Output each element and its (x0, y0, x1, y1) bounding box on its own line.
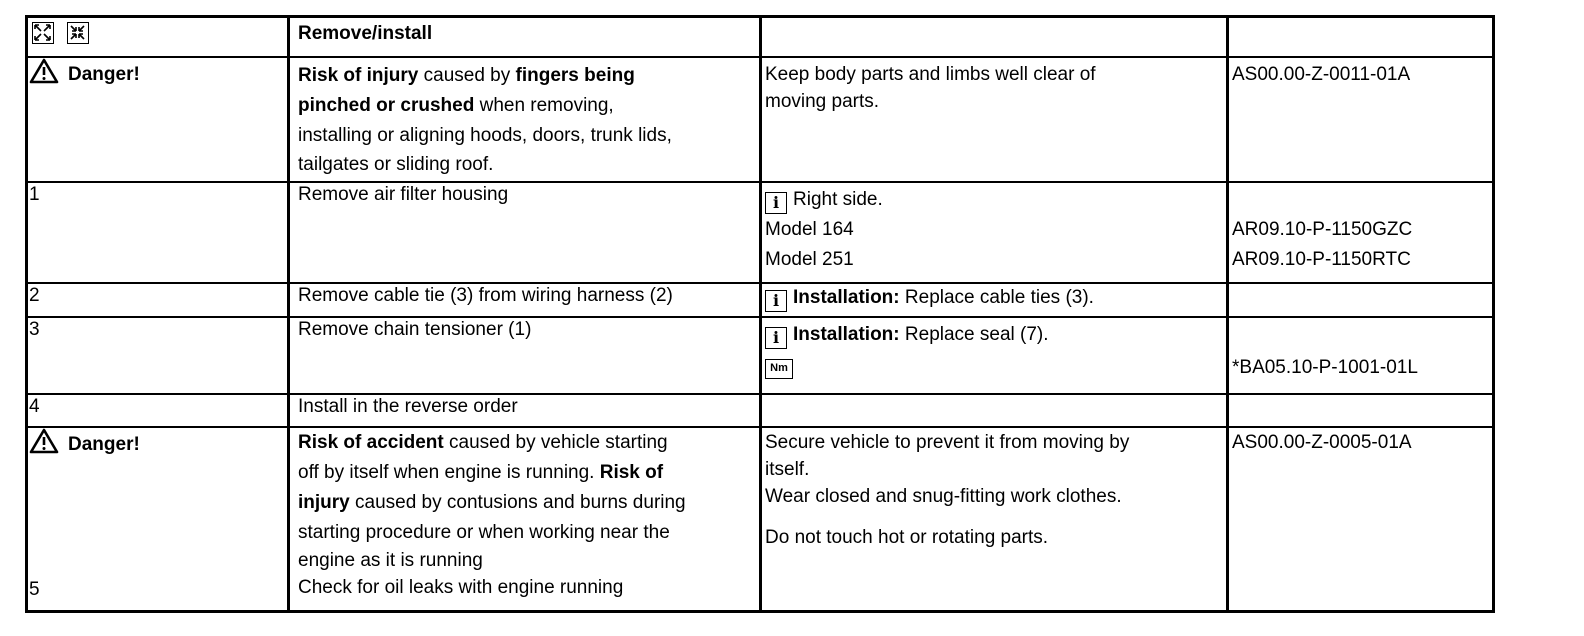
installation-label: Installation: (793, 324, 900, 345)
hazard-text: pinched or crushed (298, 95, 475, 116)
danger-label: Danger! (68, 434, 140, 455)
text: caused by vehicle starting (443, 432, 668, 453)
danger-description (298, 461, 663, 485)
column-divider (759, 18, 762, 610)
text: tailgates or sliding roof. (298, 154, 494, 175)
danger-description (298, 491, 686, 515)
reference-link[interactable]: AR09.10-P-1150GZC (1232, 219, 1413, 240)
procedure-title: Remove/install (298, 23, 433, 44)
risk-text: Risk of injury (298, 65, 419, 86)
model-label: Model 164 (765, 219, 854, 240)
step-action: Remove air filter housing (298, 184, 509, 205)
text: moving parts. (765, 91, 880, 112)
step-number: 1 (29, 184, 40, 205)
expand-icon (32, 22, 54, 44)
text: caused by (418, 65, 516, 86)
reference-link[interactable]: AS00.00-Z-0005-01A (1232, 432, 1412, 453)
warning-triangle-icon (29, 58, 59, 84)
torque-icon (765, 358, 793, 379)
step-action: Check for oil leaks with engine running (298, 577, 624, 598)
safety-measure: Do not touch hot or rotating parts. (765, 527, 1049, 548)
danger-description: engine as it is running (298, 550, 483, 571)
hazard-text: fingers being (515, 65, 635, 86)
reference-link[interactable]: *BA05.10-P-1001-01L (1232, 357, 1418, 378)
column-divider (1226, 18, 1229, 610)
installation-label: Installation: (793, 287, 900, 308)
column-divider (287, 18, 290, 610)
reference-link[interactable]: AR09.10-P-1150RTC (1232, 249, 1411, 270)
row-divider (28, 393, 1492, 395)
step-action: Remove cable tie (3) from wiring harness (2) (298, 285, 673, 306)
step-number: 5 (29, 579, 40, 600)
step-note (765, 188, 883, 214)
procedure-table (25, 15, 1495, 613)
row-divider (28, 426, 1492, 428)
info-icon: i (765, 290, 787, 312)
warning-triangle-icon (29, 428, 59, 454)
text: Replace seal (7). (899, 324, 1049, 345)
row-divider (28, 181, 1492, 183)
safety-measure (765, 61, 1096, 115)
reference-link[interactable]: AS00.00-Z-0011-01A (1232, 64, 1411, 85)
text: Right side. (793, 189, 883, 210)
collapse-icon (67, 22, 89, 44)
text: off by itself when engine is running. (298, 462, 600, 483)
danger-description: starting procedure or when working near the (298, 522, 670, 543)
step-number: 2 (29, 285, 40, 306)
danger-description-cont (298, 121, 672, 179)
safety-measure: Wear closed and snug-fitting work clothes. (765, 486, 1122, 507)
risk-text: Risk of accident (298, 432, 444, 453)
info-icon: i (765, 192, 787, 214)
step-action: Remove chain tensioner (1) (298, 319, 532, 340)
step-action: Install in the reverse order (298, 396, 518, 417)
risk-text: Risk of (599, 462, 664, 483)
row-divider (28, 282, 1492, 284)
step-note (765, 286, 1094, 312)
torque-label: Nm (765, 359, 793, 379)
text: installing or aligning hoods, doors, trunk lids, (298, 125, 672, 146)
text: caused by contusions and burns during (349, 492, 686, 513)
risk-text: injury (298, 492, 350, 513)
row-divider (28, 56, 1492, 58)
row-divider (28, 316, 1492, 318)
text: Replace cable ties (3). (899, 287, 1094, 308)
step-number: 3 (29, 319, 40, 340)
safety-measure: itself. (765, 459, 810, 480)
text: Keep body parts and limbs well clear of (765, 64, 1096, 85)
info-icon: i (765, 327, 787, 349)
model-label: Model 251 (765, 249, 854, 270)
step-note (765, 323, 1049, 349)
step-number: 4 (29, 396, 40, 417)
danger-description (298, 431, 668, 455)
danger-label: Danger! (68, 64, 140, 85)
safety-measure: Secure vehicle to prevent it from moving by (765, 432, 1130, 453)
danger-description (298, 61, 635, 121)
text: when removing, (474, 95, 614, 116)
